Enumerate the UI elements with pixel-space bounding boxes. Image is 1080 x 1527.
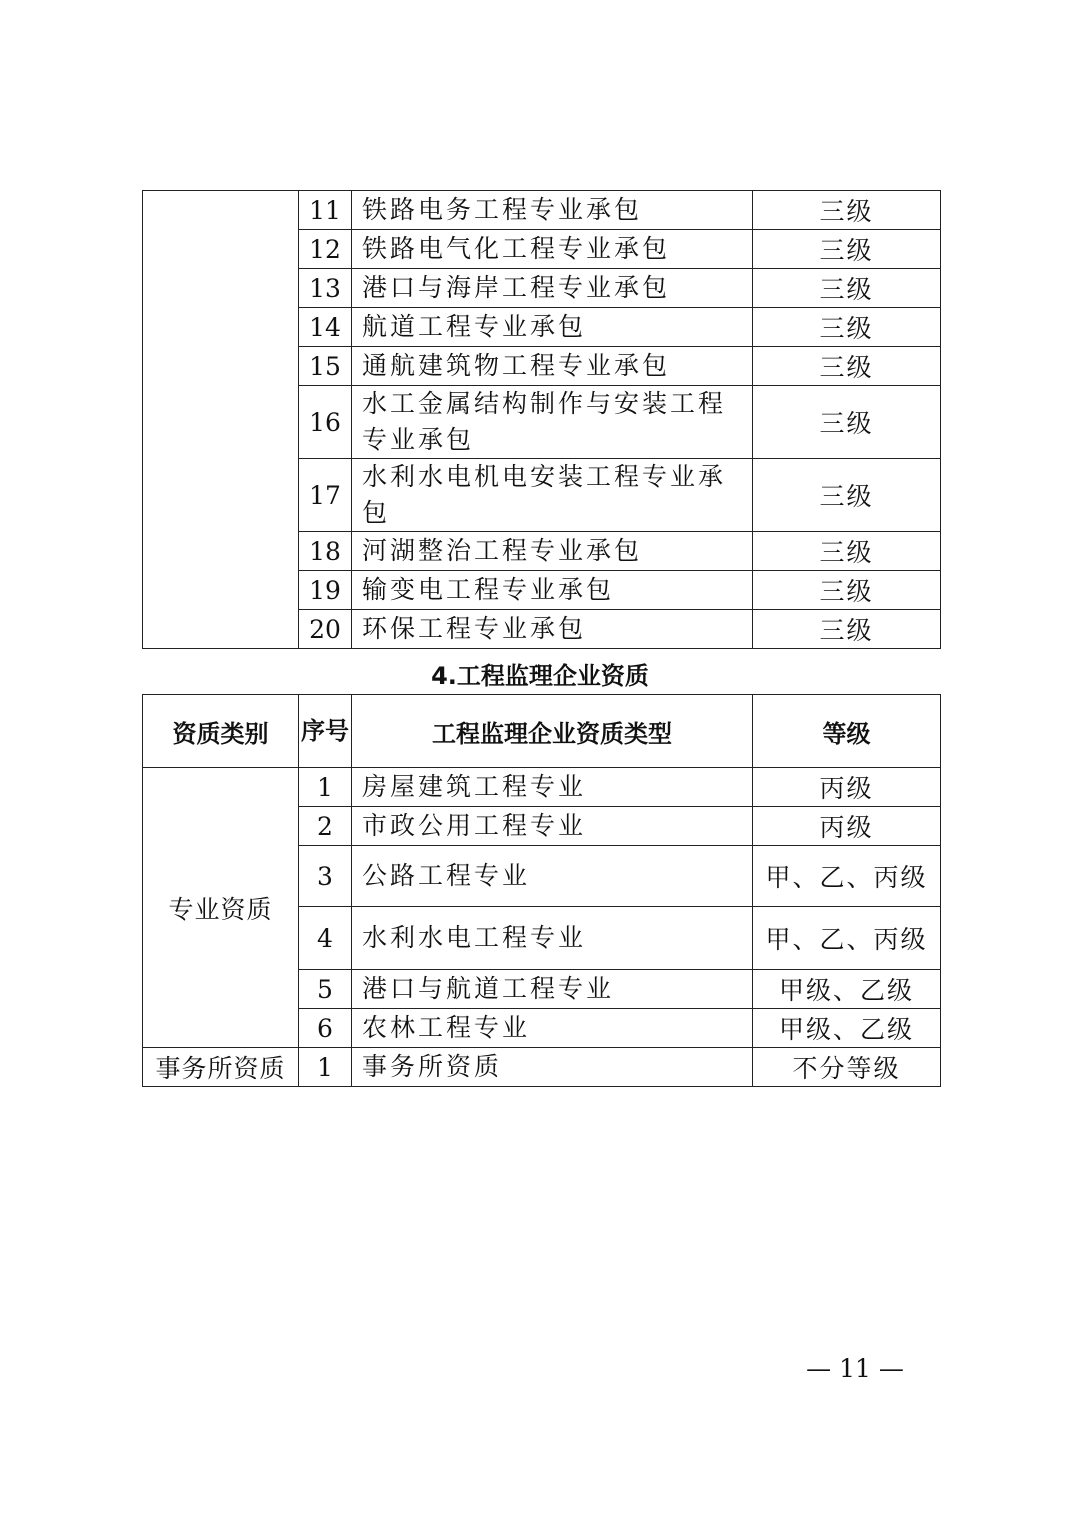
qualification-grade: 三级: [753, 386, 941, 459]
qualification-name: 水工金属结构制作与安装工程专业承包: [352, 386, 753, 459]
qualification-grade: 三级: [753, 571, 941, 610]
row-number: 1: [299, 1048, 352, 1087]
qualification-grade: 三级: [753, 347, 941, 386]
qualification-name: 水利水电机电安装工程专业承包: [352, 459, 753, 532]
row-number: 14: [299, 308, 352, 347]
category-cell: 专业资质: [143, 768, 299, 1048]
row-number: 4: [299, 907, 352, 970]
category-cell: 事务所资质: [143, 1048, 299, 1087]
header-category: 资质类别: [143, 695, 299, 768]
qualification-name: 环保工程专业承包: [352, 610, 753, 649]
row-number: 13: [299, 269, 352, 308]
qualification-grade: 丙级: [753, 768, 941, 807]
qualification-name: 河湖整治工程专业承包: [352, 532, 753, 571]
contractor-qualification-table-continued: [142, 190, 941, 649]
qualification-name: 公路工程专业: [352, 846, 753, 907]
qualification-name: 港口与海岸工程专业承包: [352, 269, 753, 308]
qualification-name: 房屋建筑工程专业: [352, 768, 753, 807]
qualification-name: 水利水电工程专业: [352, 907, 753, 970]
row-number: 3: [299, 846, 352, 907]
row-number: 18: [299, 532, 352, 571]
qualification-grade: 甲级、乙级: [753, 1009, 941, 1048]
qualification-grade: 三级: [753, 191, 941, 230]
qualification-grade: 丙级: [753, 807, 941, 846]
row-number: 19: [299, 571, 352, 610]
qualification-grade: 三级: [753, 459, 941, 532]
qualification-name: 市政公用工程专业: [352, 807, 753, 846]
row-number: 5: [299, 970, 352, 1009]
qualification-grade: 三级: [753, 230, 941, 269]
qualification-grade: 甲级、乙级: [753, 970, 941, 1009]
row-number: 17: [299, 459, 352, 532]
qualification-name: 农林工程专业: [352, 1009, 753, 1048]
qualification-grade: 甲、乙、丙级: [753, 846, 941, 907]
row-number: 2: [299, 807, 352, 846]
row-number: 12: [299, 230, 352, 269]
qualification-name: 铁路电气化工程专业承包: [352, 230, 753, 269]
header-grade: 等级: [753, 695, 941, 768]
page-number: — 11 —: [806, 1354, 904, 1383]
row-number: 15: [299, 347, 352, 386]
qualification-grade: 三级: [753, 308, 941, 347]
section-title: 4.工程监理企业资质: [431, 662, 649, 690]
qualification-name: 铁路电务工程专业承包: [352, 191, 753, 230]
qualification-name: 输变电工程专业承包: [352, 571, 753, 610]
row-number: 1: [299, 768, 352, 807]
header-type: 工程监理企业资质类型: [352, 695, 753, 768]
qualification-name: 通航建筑物工程专业承包: [352, 347, 753, 386]
row-number: 20: [299, 610, 352, 649]
qualification-grade: 三级: [753, 269, 941, 308]
qualification-name: 航道工程专业承包: [352, 308, 753, 347]
qualification-grade: 三级: [753, 610, 941, 649]
header-seq: 序号: [299, 695, 352, 768]
row-number: 6: [299, 1009, 352, 1048]
supervision-qualification-table: [142, 694, 941, 1087]
category-cell-empty: [143, 191, 299, 649]
qualification-name: 港口与航道工程专业: [352, 970, 753, 1009]
qualification-grade: 不分等级: [753, 1048, 941, 1087]
qualification-grade: 甲、乙、丙级: [753, 907, 941, 970]
row-number: 16: [299, 386, 352, 459]
row-number: 11: [299, 191, 352, 230]
qualification-name: 事务所资质: [352, 1048, 753, 1087]
qualification-grade: 三级: [753, 532, 941, 571]
